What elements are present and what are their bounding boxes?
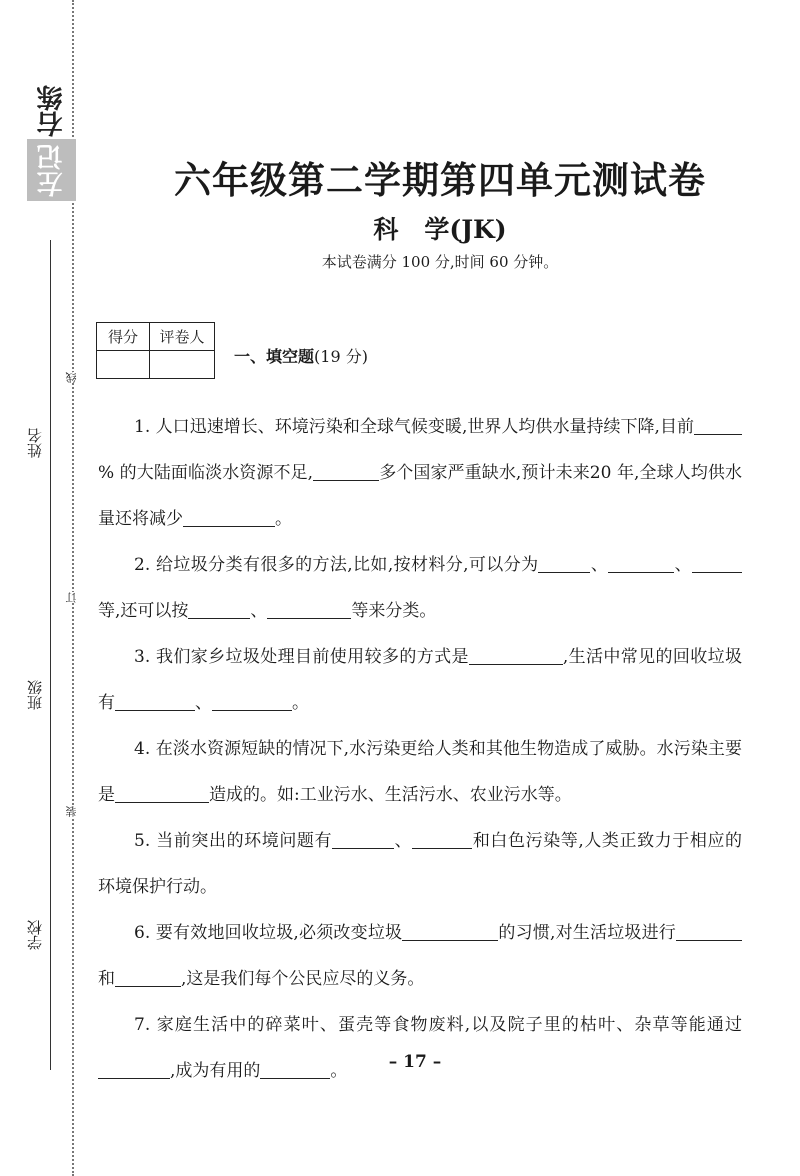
answer-blank[interactable] xyxy=(183,509,275,527)
margin-label-school: 学校 xyxy=(26,920,44,950)
subject-part1: 科 xyxy=(373,215,399,244)
question-text: 造成的。如:工业污水、生活污水、农业污水等。 xyxy=(209,785,572,805)
question-text: 在淡水资源短缺的情况下,水污染更给人类和其他生物造成了威胁。水污染主要是 xyxy=(98,739,743,805)
question-text: 给垃圾分类有很多的方法,比如,按材料分,可以分为 xyxy=(156,555,539,575)
exam-note: 本试卷满分 100 分,时间 60 分钟。 xyxy=(321,253,559,271)
margin-label-class: 班级 xyxy=(26,680,44,710)
answer-blank[interactable] xyxy=(115,693,195,711)
brand-boxed-text: 左记 xyxy=(27,139,76,201)
question-number: 5. xyxy=(134,831,151,851)
margin-solid-line xyxy=(50,240,51,1070)
question-text: 的习惯,对生活垃圾进行 xyxy=(498,923,676,943)
question-4 xyxy=(98,726,742,818)
question-text: 等来分类。 xyxy=(351,601,437,621)
grader-header: 评卷人 xyxy=(150,323,215,351)
question-text: 。 xyxy=(330,1061,348,1081)
question-number: 7. xyxy=(134,1015,151,1035)
score-table xyxy=(96,322,215,379)
answer-blank[interactable] xyxy=(469,647,563,665)
section-heading xyxy=(234,344,368,367)
question-text: 、 xyxy=(394,831,413,851)
question-3 xyxy=(98,634,742,726)
question-text: 、 xyxy=(195,693,212,713)
answer-blank[interactable] xyxy=(313,463,379,481)
question-number: 6. xyxy=(134,923,151,943)
question-text: 。 xyxy=(275,509,292,529)
brand-plain-text: 右练 xyxy=(36,85,67,137)
question-number: 4. xyxy=(134,739,151,759)
brand-logo xyxy=(28,85,74,215)
question-number: 1. xyxy=(134,417,151,437)
answer-blank[interactable] xyxy=(608,555,674,573)
answer-blank[interactable] xyxy=(212,693,292,711)
answer-blank[interactable] xyxy=(267,601,351,619)
page-title: 六年级第二学期第四单元测试卷 xyxy=(174,158,706,202)
binding-char-line: 线 xyxy=(65,372,78,383)
question-text: ,成为有用的 xyxy=(170,1061,261,1081)
question-text: % 的大陆面临淡水资源不足, xyxy=(98,463,314,483)
question-6 xyxy=(98,910,742,1002)
binding-char-bind: 装 xyxy=(65,806,78,817)
question-text: 人口迅速增长、环境污染和全球气候变暖,世界人均供水量持续下降,目前 xyxy=(155,417,694,437)
answer-blank[interactable] xyxy=(402,923,498,941)
page-number: – 17 – xyxy=(388,1052,442,1072)
subject-part2: 学(JK) xyxy=(424,215,507,244)
question-text: 、 xyxy=(674,555,693,575)
question-number: 2. xyxy=(134,555,151,575)
score-cell[interactable] xyxy=(97,351,150,379)
question-text: ,这是我们每个公民应尽的义务。 xyxy=(181,969,425,989)
answer-blank[interactable] xyxy=(694,417,742,435)
question-text: 要有效地回收垃圾,必须改变垃圾 xyxy=(155,923,403,943)
answer-blank[interactable] xyxy=(692,555,742,573)
answer-blank[interactable] xyxy=(115,969,181,987)
answer-blank[interactable] xyxy=(115,785,209,803)
question-text: 等,还可以按 xyxy=(98,601,189,621)
question-text: 家庭生活中的碎菜叶、蛋壳等食物废料,以及院子里的枯叶、杂草等能通过 xyxy=(156,1015,743,1035)
question-text: 我们家乡垃圾处理目前使用较多的方式是 xyxy=(156,647,469,667)
question-1 xyxy=(98,404,742,542)
answer-blank[interactable] xyxy=(676,923,742,941)
binding-char-staple: 订 xyxy=(65,592,78,603)
answer-blank[interactable] xyxy=(188,601,250,619)
answer-blank[interactable] xyxy=(332,831,394,849)
answer-blank[interactable] xyxy=(412,831,472,849)
answer-blank[interactable] xyxy=(538,555,590,573)
section-points: (19 分) xyxy=(314,347,368,366)
margin-label-name: 姓名 xyxy=(26,428,44,458)
question-5 xyxy=(98,818,742,910)
question-text: 。 xyxy=(292,693,309,713)
question-7 xyxy=(98,1002,742,1094)
question-text: 和白色污染等,人类正致力于相应的环境保护行动。 xyxy=(98,831,743,897)
question-text: 、 xyxy=(590,555,609,575)
grader-cell[interactable] xyxy=(150,351,215,379)
question-text: 、 xyxy=(250,601,268,621)
question-text: 和 xyxy=(98,969,115,989)
question-list xyxy=(98,404,742,1094)
question-2 xyxy=(98,542,742,634)
score-header: 得分 xyxy=(97,323,150,351)
section-title: 一、填空题 xyxy=(234,347,315,366)
question-number: 3. xyxy=(134,647,151,667)
subject-title xyxy=(90,210,790,246)
question-text: 当前突出的环境问题有 xyxy=(156,831,333,851)
question-text: ,生活中常见的回收垃圾有 xyxy=(98,647,743,713)
question-text: 多个国家严重缺水,预计未来20 年,全球人均供水量还将减少 xyxy=(98,463,742,529)
